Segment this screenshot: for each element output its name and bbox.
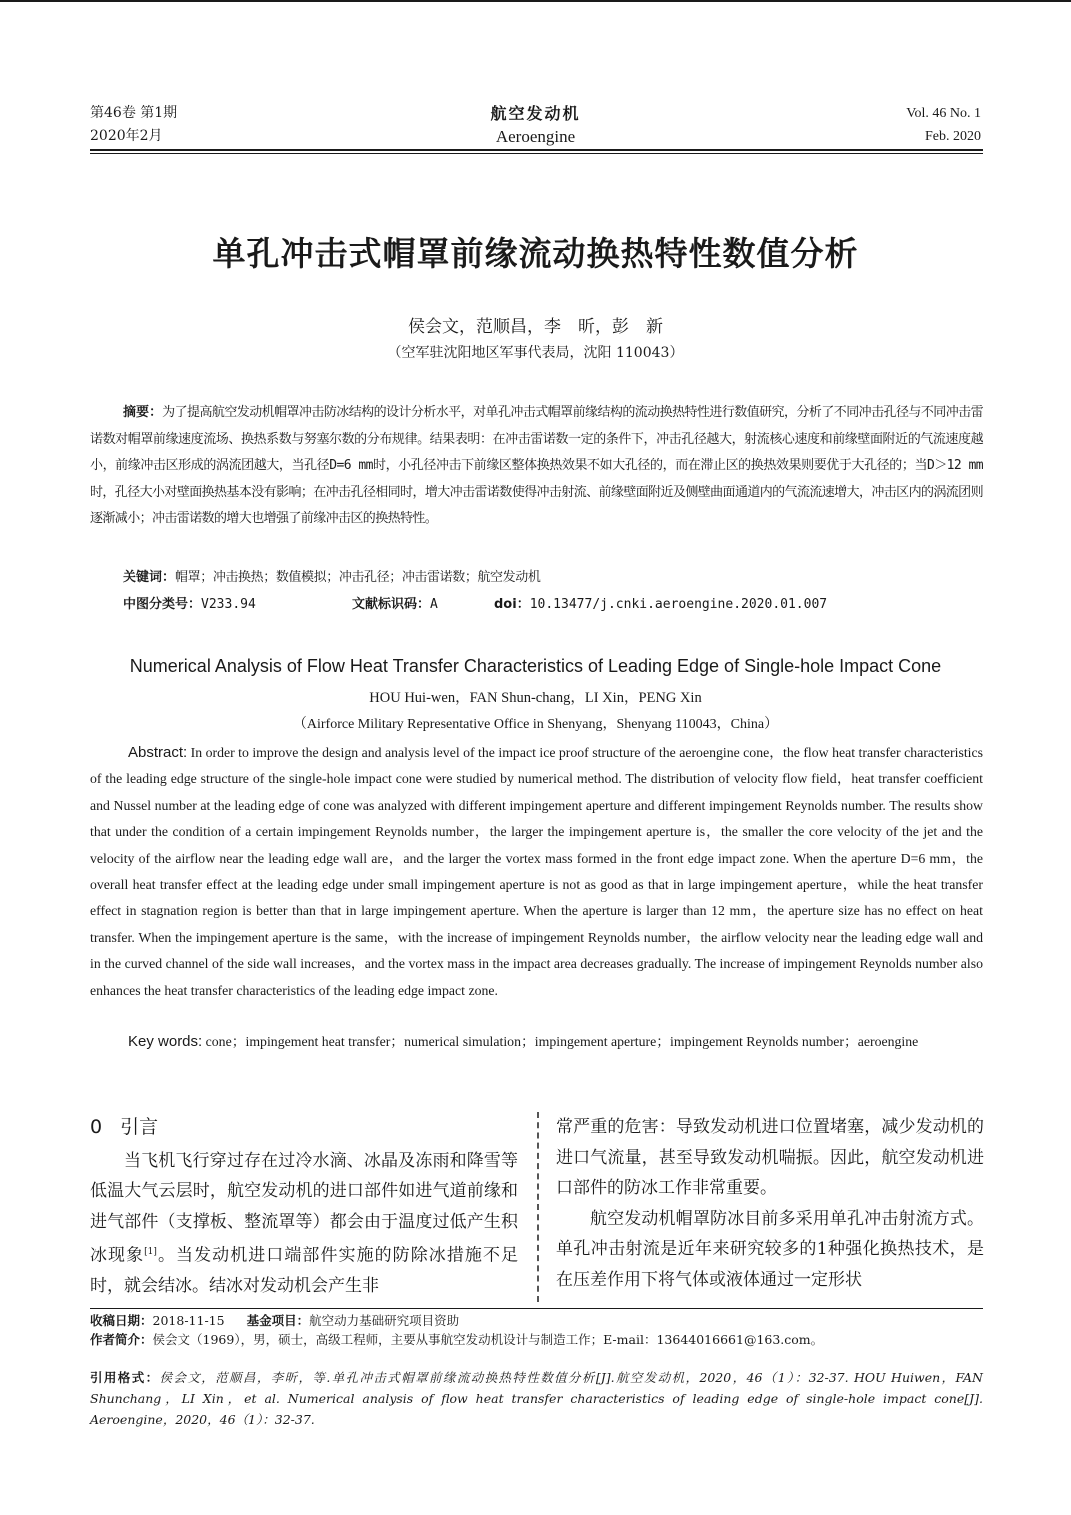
clc-label: 中图分类号： [123, 597, 202, 612]
header-rule-thick [90, 149, 983, 151]
fund-value: 航空动力基础研究项目资助 [309, 1313, 460, 1328]
citation-text: 侯会文，范顺昌，李昕，等.单孔冲击式帽罩前缘流动换热特性数值分析[J].航空发动机，2020，46（1）：32-37. HOU Huiwen，FAN Shunchang，LI Xin，et al. Numerical analysis of flow heat transfer characteristics of leading edge of single-hole impact cone[J]. Aeroengine，2020，46（1）：32-37. [90, 1370, 983, 1427]
authors-en: HOU Hui-wen，FAN Shun-chang，LI Xin，PENG Xin [369, 690, 702, 706]
affiliation-cn: （空军驻沈阳地区军事代表局，沈阳 110043） [387, 345, 684, 361]
top-border-line [0, 0, 1071, 2]
header-rule-thin [90, 153, 983, 154]
clc-number [123, 593, 256, 612]
intro-paragraph-1-tail: 。当发动机进口端部件实施的防除冰措施不足时，就会结冰。结冰对发动机会产生非 [90, 1245, 519, 1297]
authors-cn: 侯会文，范顺昌，李 昕，彭 新 [408, 317, 663, 337]
header-right [906, 102, 981, 148]
doc-code-value: A [430, 597, 438, 612]
document-code [352, 593, 438, 612]
footnote-author [90, 1330, 983, 1349]
keywords-cn-text: 帽罩；冲击换热；数值模拟；冲击孔径；冲击雷诺数；航空发动机 [175, 570, 541, 585]
intro-paragraph-1-cont: 常严重的危害：导致发动机进口位置堵塞，减少发动机的进口气流量，甚至导致发动机喘振。因此，航空发动机进口部件的防冰工作非常重要。 [556, 1117, 984, 1198]
volume-issue: 第46卷 第1期 [90, 105, 178, 121]
author-bio-value: 侯会文（1969），男，硕士，高级工程师，主要从事航空发动机设计与制造工作；E-mail：13644016661@163.com。 [152, 1332, 824, 1347]
journal-name-en: Aeroengine [495, 127, 576, 146]
author-bio-label: 作者简介： [90, 1332, 153, 1347]
volume-en: Vol. 46 No. 1 [906, 106, 981, 121]
footnote-rule [90, 1308, 983, 1309]
paper-title-cn: 单孔冲击式帽罩前缘流动换热特性数值分析 [212, 234, 859, 273]
citation-format [90, 1367, 983, 1430]
doc-code-label: 文献标识码： [352, 597, 431, 612]
footnote-received [90, 1311, 983, 1330]
keywords-en-label: Key words: [128, 1033, 203, 1050]
body-column-left [90, 1112, 518, 1302]
keywords-en [90, 1029, 983, 1055]
keywords-cn-label: 关键词： [123, 570, 176, 585]
doi-label: doi： [494, 597, 530, 612]
abstract-cn-text: 为了提高航空发动机帽罩冲击防冰结构的设计分析水平，对单孔冲击式帽罩前缘结构的流动换热特性进行数值研究，分析了不同冲击孔径与不同冲击雷诺数对帽罩前缘速度流场、换热系数与努塞尔数的分布规律。结果表明：在冲击雷诺数一定的条件下，冲击孔径越大，射流核心速度和前缘壁面附近的气流速度越小，前缘冲击区形成的涡流团越大，当孔径D=6 mm时，小孔径冲击下前缘区整体换热效果不如大孔径的，而在滞止区的换热效果则要优于大孔径的；当D＞12 mm时，孔径大小对壁面换热基本没有影响；在冲击孔径相同时，增大冲击雷诺数使得冲击射流、前缘壁面附近及侧壁曲面通道内的气流流速增大，冲击区内的涡流团则逐渐减小；冲击雷诺数的增大也增强了前缘冲击区的换热特性。 [90, 405, 983, 526]
abstract-en-label: Abstract: [128, 744, 188, 761]
affiliation-en: （Airforce Military Representative Office in Shenyang，Shenyang 110043，China） [292, 717, 779, 732]
body-column-right [556, 1112, 984, 1295]
clc-value: V233.94 [201, 597, 256, 612]
abstract-cn-label: 摘要： [123, 405, 163, 420]
abstract-cn [90, 400, 983, 533]
date-en: Feb. 2020 [925, 129, 981, 144]
received-label: 收稿日期： [90, 1313, 153, 1328]
section-number: 0 [90, 1116, 103, 1138]
paper-title-en: Numerical Analysis of Flow Heat Transfer Characteristics of Leading Edge of Single-hole Impact Cone [129, 656, 942, 676]
section-heading [90, 1112, 518, 1143]
journal-name-cn: 航空发动机 [490, 104, 581, 123]
intro-paragraph-2: 航空发动机帽罩防冰目前多采用单孔冲击射流方式。单孔冲击射流是近年来研究较多的1种强化换热技术，是在压差作用下将气体或液体通过一定形状 [556, 1208, 984, 1290]
keywords-en-text: cone；impingement heat transfer；numerical simulation；impingement aperture；impingement Reynolds number；aeroengine [205, 1034, 919, 1049]
keywords-cn [123, 566, 540, 585]
received-value: 2018-11-15 [152, 1313, 225, 1328]
reference-marker[interactable]: [1] [144, 1247, 157, 1257]
doi [494, 593, 827, 612]
intro-paragraph-1-text: 当飞机飞行穿过存在过冷水滴、冰晶及冻雨和降雪等低温大气云层时，航空发动机的进口部件如进气道前缘和进气部件（支撑板、整流罩等）都会由于温度过低产生积冰现象 [90, 1150, 518, 1266]
doi-value: 10.13477/j.cnki.aeroengine.2020.01.007 [529, 597, 828, 612]
intro-paragraph-1 [90, 1146, 518, 1302]
fund-label: 基金项目： [246, 1313, 310, 1328]
abstract-en [90, 740, 983, 1004]
citation-label: 引用格式： [90, 1370, 160, 1385]
column-divider [537, 1112, 539, 1302]
section-title: 引言 [120, 1116, 159, 1138]
abstract-en-text: In order to improve the design and analysis level of the impact ice proof structure of the aeroengine cone，the flow heat transfer characteristics of the leading edge structure of the single-hole impact cone were studied by numerical method. The distribution of velocity flow field，heat transfer coefficient and Nussel number at the leading edge of cone was analyzed with different impingement aperture and different impingement Reynolds number. The results show that under the condition of a certain impingement Reynolds number，the larger the impingement aperture is，the smaller the core velocity of the jet and the velocity of the airflow near the leading edge wall are，and the larger the vortex mass formed in the front edge impact zone. When the aperture D=6 mm，the overall heat transfer effect at the leading edge under small impingement aperture is not as good as that in large impingement aperture，while the heat transfer effect in stagnation region is better than that in large impingement aperture. When the aperture is larger than 12 mm，the aperture size has no effect on heat transfer. When the impingement aperture is the same，with the increase of impingement Reynolds number，the airflow velocity near the leading edge wall and in the curved channel of the side wall increases，and the vortex mass in the impact area decreases gradually. The increase of impingement Reynolds number also enhances the heat transfer characteristics of the leading edge impact zone. [90, 745, 984, 998]
date-cn: 2020年2月 [90, 128, 163, 144]
